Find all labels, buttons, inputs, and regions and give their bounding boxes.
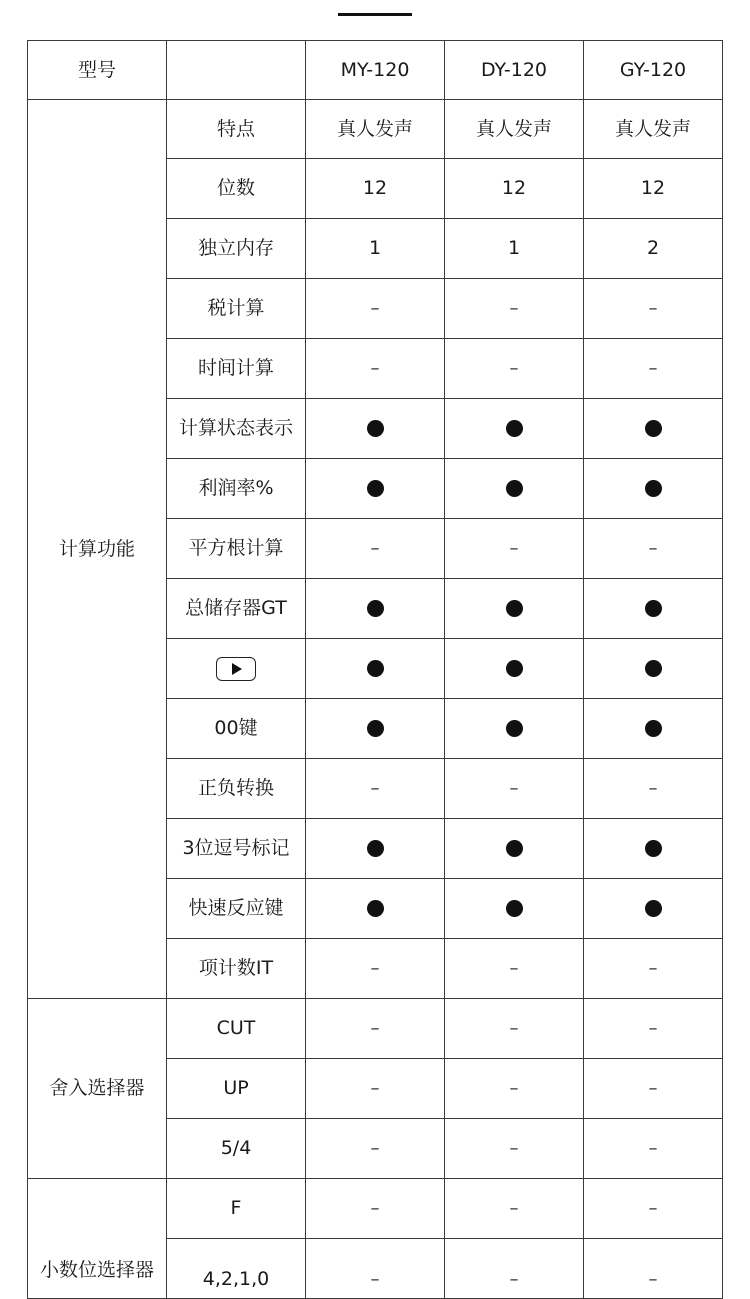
filled-dot-icon	[506, 900, 523, 917]
value-cell	[445, 879, 584, 939]
dash-mark: –	[370, 538, 380, 559]
feature-label: 项计数IT	[167, 939, 306, 999]
value-cell	[584, 939, 723, 999]
value-cell	[306, 459, 445, 519]
value-cell	[445, 219, 584, 279]
spec-comparison-table	[27, 40, 723, 1299]
dash-mark: –	[648, 1018, 658, 1039]
value-cell	[445, 639, 584, 699]
feature-label	[167, 639, 306, 699]
dash-mark: –	[509, 1018, 519, 1039]
feature-label-text: 4,2,1,0	[202, 1268, 270, 1290]
header-model-dy120: DY-120	[445, 41, 584, 100]
value-text: 12	[640, 177, 666, 199]
play-button-icon	[216, 657, 256, 681]
value-cell	[584, 279, 723, 339]
filled-dot-icon	[645, 600, 662, 617]
filled-dot-icon	[367, 600, 384, 617]
dash-mark: –	[370, 1138, 380, 1159]
header-model-label: 型号	[28, 41, 167, 100]
value-cell	[306, 1119, 445, 1179]
value-cell	[306, 1239, 445, 1299]
value-cell	[306, 399, 445, 459]
feature-label: 位数	[167, 159, 306, 219]
value-cell	[445, 339, 584, 399]
dash-mark: –	[509, 1078, 519, 1099]
value-cell	[306, 999, 445, 1059]
dash-mark: –	[648, 298, 658, 319]
dash-mark: –	[370, 1018, 380, 1039]
dash-mark: –	[509, 298, 519, 319]
value-text: 2	[646, 237, 660, 259]
filled-dot-icon	[367, 840, 384, 857]
value-cell	[445, 939, 584, 999]
value-cell	[306, 759, 445, 819]
header-empty-cell	[167, 41, 306, 100]
group-label: 小数位选择器	[28, 1179, 167, 1299]
value-cell	[584, 459, 723, 519]
filled-dot-icon	[645, 900, 662, 917]
value-cell	[306, 519, 445, 579]
value-cell	[306, 939, 445, 999]
header-model-gy120: GY-120	[584, 41, 723, 100]
feature-label: 3位逗号标记	[167, 819, 306, 879]
value-cell	[306, 159, 445, 219]
dash-mark: –	[648, 538, 658, 559]
value-cell	[306, 819, 445, 879]
feature-label: 总储存器GT	[167, 579, 306, 639]
value-cell	[445, 399, 584, 459]
value-text: 真人发声	[614, 117, 691, 140]
top-divider-bar	[338, 13, 412, 16]
dash-mark: –	[370, 958, 380, 979]
value-cell	[584, 219, 723, 279]
value-text: 12	[501, 177, 527, 199]
feature-label: UP	[167, 1059, 306, 1119]
value-cell	[584, 699, 723, 759]
value-cell-inner	[306, 1248, 444, 1289]
filled-dot-icon	[645, 660, 662, 677]
value-cell	[306, 699, 445, 759]
value-cell	[306, 100, 445, 159]
value-text: 真人发声	[475, 117, 552, 140]
filled-dot-icon	[367, 480, 384, 497]
dash-mark: –	[509, 538, 519, 559]
feature-label: 利润率%	[167, 459, 306, 519]
dash-mark: –	[370, 1198, 380, 1219]
filled-dot-icon	[645, 840, 662, 857]
filled-dot-icon	[367, 720, 384, 737]
value-cell-inner	[584, 1248, 722, 1289]
feature-label: 快速反应键	[167, 879, 306, 939]
feature-label: 正负转换	[167, 759, 306, 819]
value-cell	[584, 159, 723, 219]
value-cell	[306, 639, 445, 699]
value-text: 1	[368, 237, 382, 259]
value-cell	[584, 519, 723, 579]
feature-label	[167, 1239, 306, 1299]
value-cell	[584, 100, 723, 159]
feature-label: 时间计算	[167, 339, 306, 399]
play-triangle-icon	[232, 663, 242, 675]
value-cell	[306, 219, 445, 279]
value-cell	[445, 100, 584, 159]
dash-mark: –	[648, 358, 658, 379]
value-cell	[584, 639, 723, 699]
dash-mark: –	[370, 1269, 380, 1290]
filled-dot-icon	[506, 480, 523, 497]
table-row	[28, 100, 723, 159]
filled-dot-icon	[645, 480, 662, 497]
filled-dot-icon	[367, 660, 384, 677]
value-cell	[445, 819, 584, 879]
dash-mark: –	[509, 1269, 519, 1290]
feature-label: 独立内存	[167, 219, 306, 279]
feature-label: F	[167, 1179, 306, 1239]
value-cell	[306, 279, 445, 339]
table-row	[28, 1179, 723, 1239]
dash-mark: –	[509, 778, 519, 799]
value-cell	[584, 1119, 723, 1179]
value-cell	[445, 1119, 584, 1179]
value-cell	[445, 459, 584, 519]
value-cell	[584, 339, 723, 399]
feature-label: 00键	[167, 699, 306, 759]
filled-dot-icon	[367, 420, 384, 437]
value-cell	[306, 339, 445, 399]
dash-mark: –	[648, 1269, 658, 1290]
value-cell	[584, 399, 723, 459]
value-text: 1	[507, 237, 521, 259]
value-cell	[306, 579, 445, 639]
feature-label: CUT	[167, 999, 306, 1059]
header-model-my120: MY-120	[306, 41, 445, 100]
filled-dot-icon	[506, 720, 523, 737]
dash-mark: –	[648, 1078, 658, 1099]
value-cell	[584, 1239, 723, 1299]
header-row	[28, 41, 723, 100]
value-cell	[306, 1179, 445, 1239]
value-cell	[445, 1239, 584, 1299]
feature-label: 平方根计算	[167, 519, 306, 579]
dash-mark: –	[648, 1138, 658, 1159]
dash-mark: –	[370, 778, 380, 799]
dash-mark: –	[509, 958, 519, 979]
filled-dot-icon	[506, 420, 523, 437]
feature-label: 5/4	[167, 1119, 306, 1179]
dash-mark: –	[648, 1198, 658, 1219]
dash-mark: –	[370, 1078, 380, 1099]
dash-mark: –	[648, 778, 658, 799]
dash-mark: –	[509, 1198, 519, 1219]
feature-label: 税计算	[167, 279, 306, 339]
dash-mark: –	[648, 958, 658, 979]
value-cell	[584, 759, 723, 819]
value-cell	[584, 1179, 723, 1239]
value-text: 真人发声	[336, 117, 413, 140]
filled-dot-icon	[506, 840, 523, 857]
value-cell	[445, 159, 584, 219]
value-cell	[584, 819, 723, 879]
feature-label: 特点	[167, 100, 306, 159]
value-cell	[584, 999, 723, 1059]
value-cell	[445, 699, 584, 759]
value-cell	[306, 1059, 445, 1119]
value-text: 12	[362, 177, 388, 199]
filled-dot-icon	[506, 600, 523, 617]
value-cell	[445, 1179, 584, 1239]
value-cell	[445, 279, 584, 339]
value-cell	[584, 879, 723, 939]
group-label: 计算功能	[28, 100, 167, 999]
value-cell	[445, 1059, 584, 1119]
value-cell	[445, 759, 584, 819]
value-cell	[445, 999, 584, 1059]
dash-mark: –	[370, 358, 380, 379]
group-label: 舍入选择器	[28, 999, 167, 1179]
value-cell	[445, 579, 584, 639]
filled-dot-icon	[645, 420, 662, 437]
dash-mark: –	[509, 1138, 519, 1159]
filled-dot-icon	[506, 660, 523, 677]
filled-dot-icon	[645, 720, 662, 737]
value-cell	[306, 879, 445, 939]
value-cell	[584, 1059, 723, 1119]
value-cell	[445, 519, 584, 579]
dash-mark: –	[370, 298, 380, 319]
value-cell	[584, 579, 723, 639]
feature-label: 计算状态表示	[167, 399, 306, 459]
dash-mark: –	[509, 358, 519, 379]
filled-dot-icon	[367, 900, 384, 917]
value-cell-inner	[445, 1248, 583, 1289]
table-row	[28, 999, 723, 1059]
